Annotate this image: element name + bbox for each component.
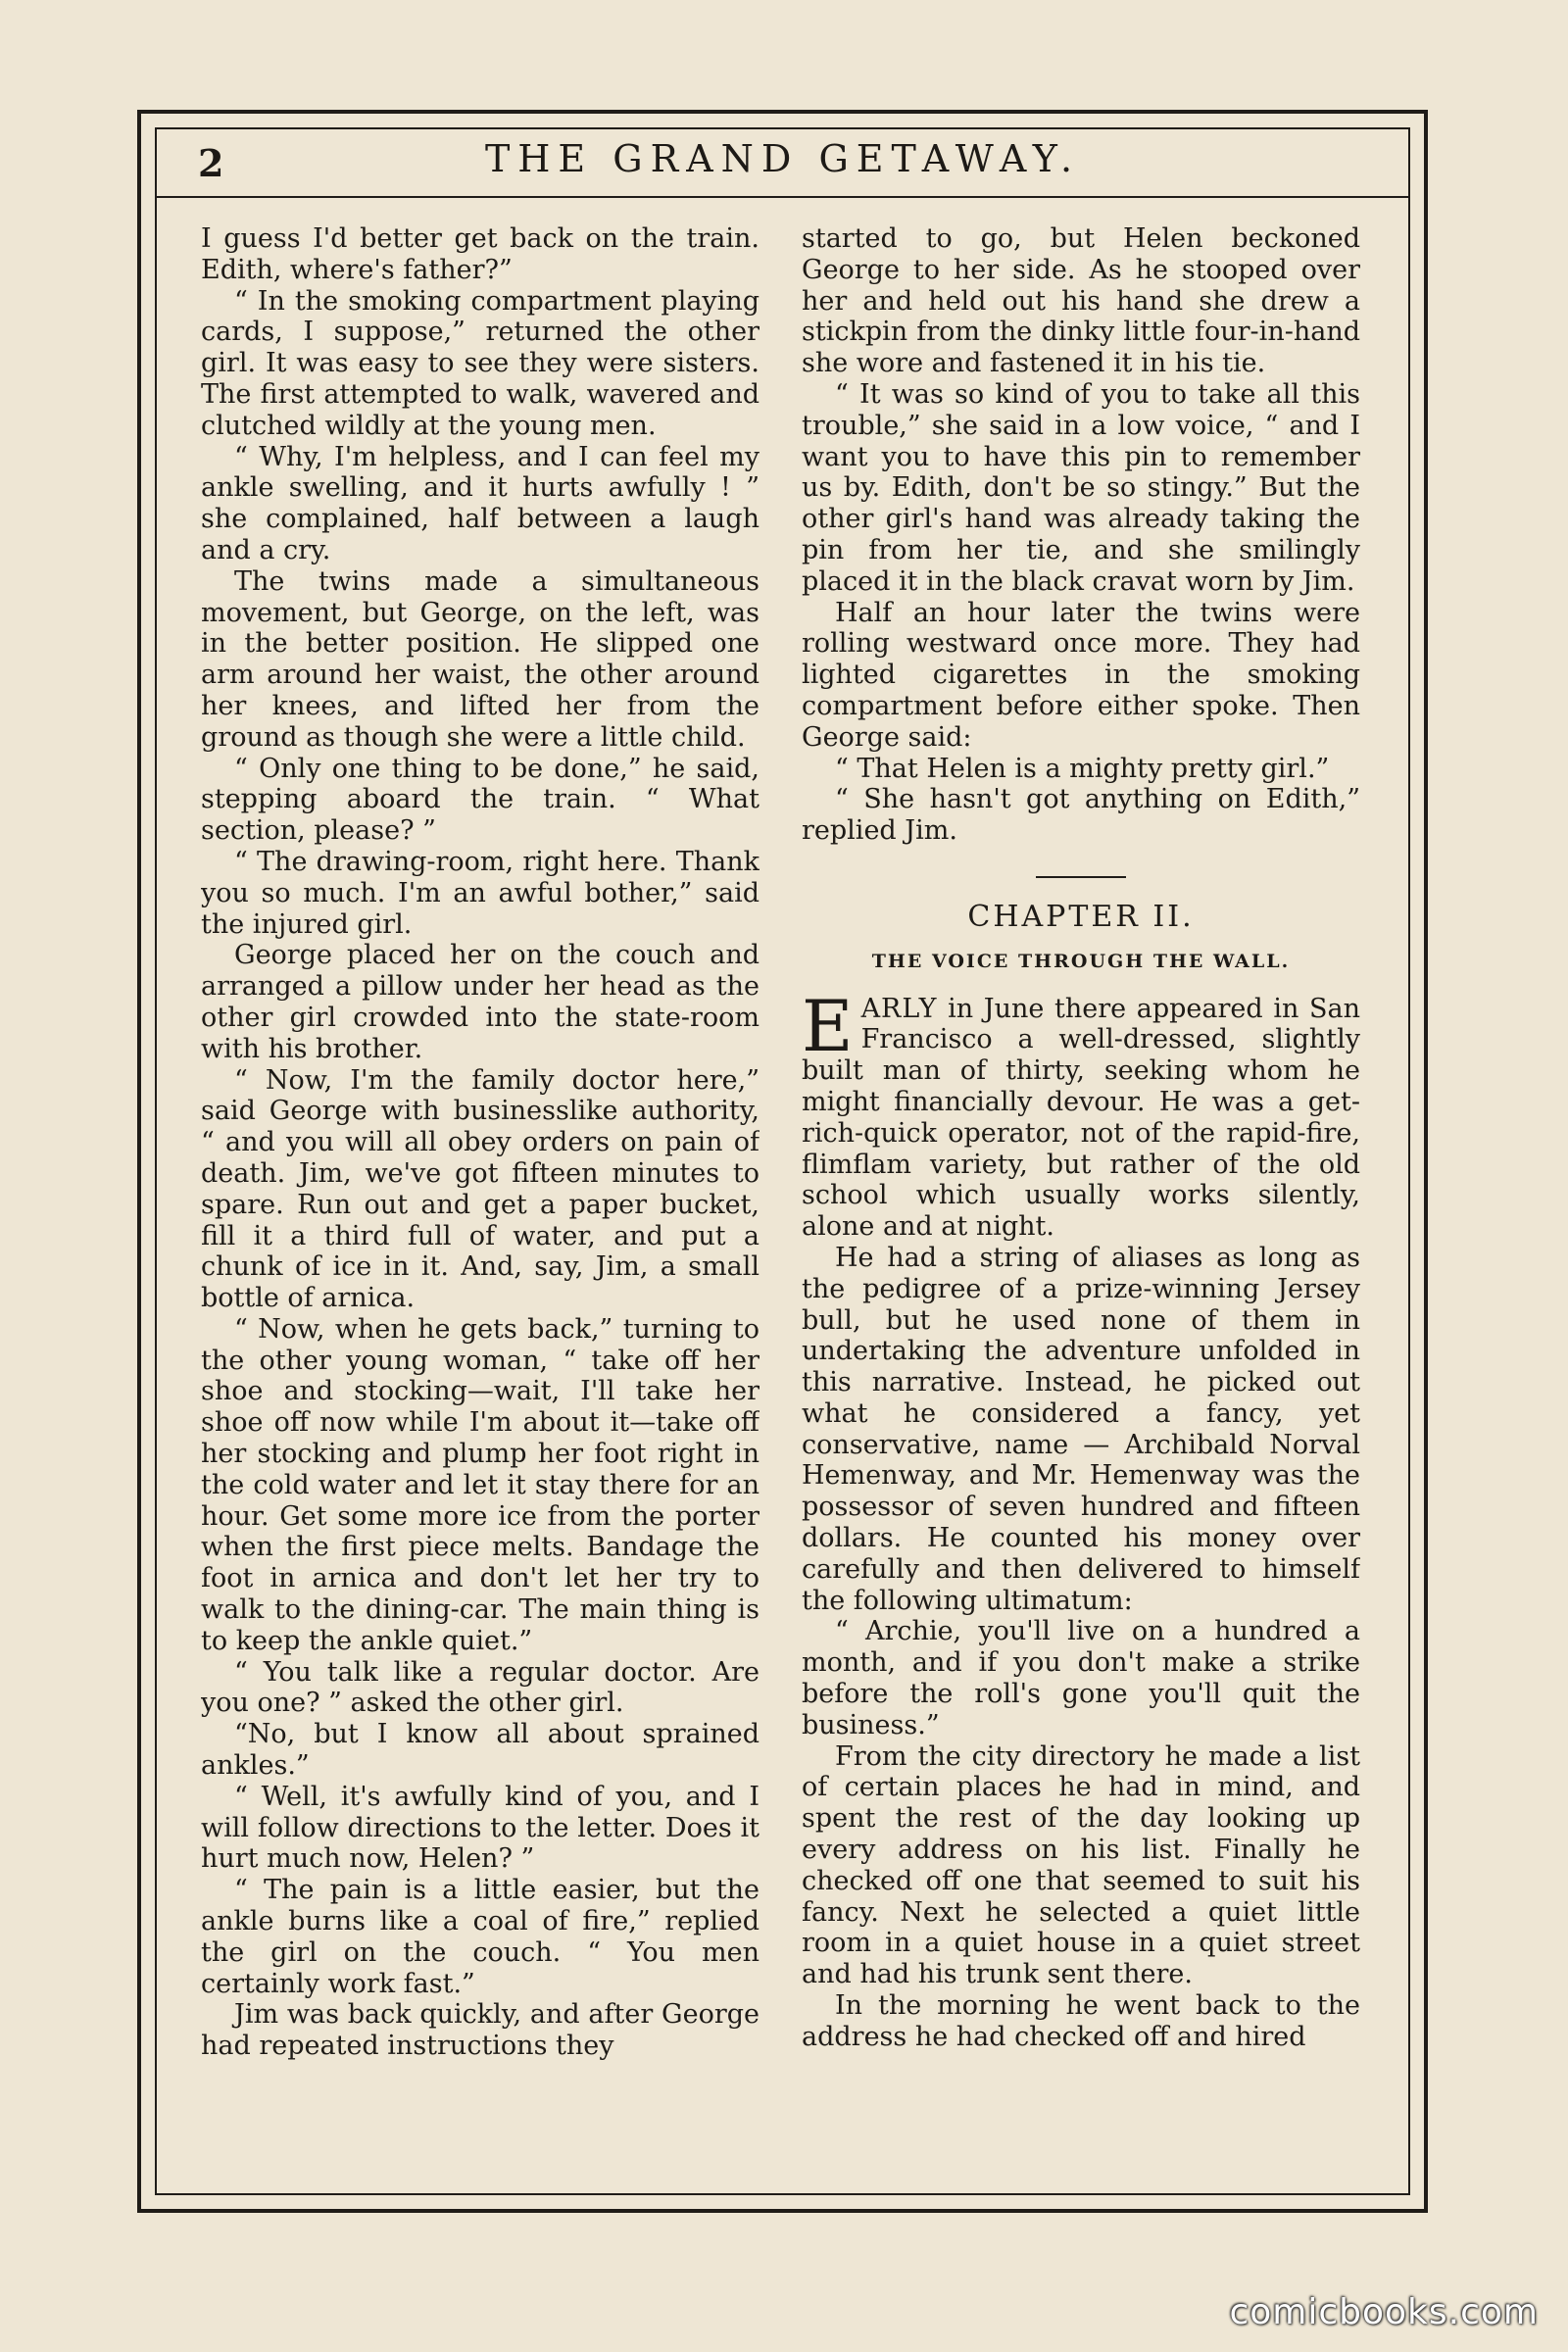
right-column (802, 223, 1360, 2174)
paragraph: George placed her on the couch and arranged a pillow under her head as the other girl crowded into the state-room with his brother. (201, 940, 760, 1064)
paragraph: “ The pain is a little easier, but the ankle burns like a coal of fire,” replied the girl on the couch. “ You men certainly work fast.” (201, 1875, 760, 1999)
paragraph: “ That Helen is a mighty pretty girl.” (835, 753, 1330, 784)
paragraph: “ Only one thing to be done,” he said, stepping aboard the train. “ What section, please? ” (201, 753, 760, 847)
page-number: 2 (198, 141, 224, 185)
page-header (157, 129, 1408, 198)
paragraph: “ In the smoking compartment playing cards, I suppose,” returned the other girl. It was easy to see they were sisters. The first attempted to walk, wavered and clutched wildly at the young men. (201, 285, 760, 441)
paragraph: The twins made a simultaneous movement, but George, on the left, was in the better position. He slipped one arm around her waist, the other around her knees, and lifted her from the ground as though she were a little child. (201, 565, 760, 753)
drop-cap: E (802, 984, 854, 1067)
paragraph: “ Archie, you'll live on a hundred a month, and if you don't make a strike before the roll's gone you'll quit the business.” (802, 1616, 1360, 1740)
chapter-subtitle: THE VOICE THROUGH THE WALL. (871, 950, 1291, 972)
paragraph: Half an hour later the twins were rolling westward once more. They had lighted cigarettes in the smoking compartment before either spoke. Then George said: (802, 597, 1360, 753)
paragraph: In the morning he went back to the address he had checked off and hired (802, 1990, 1360, 2052)
paragraph: “ Why, I'm helpless, and I can feel my ankle swelling, and it hurts awfully ! ” she complained, half between a laugh and a cry. (201, 441, 760, 565)
paragraph: From the city directory he made a list of certain places he had in mind, and spent the rest of the day looking up every address on his list. Finally he checked off one that seemed to suit his fancy. Next he selected a quiet little room in a quiet house in a quiet street and had his trunk sent there. (802, 1740, 1360, 1990)
left-column (201, 223, 760, 2174)
paragraph: “ She hasn't got anything on Edith,” replied Jim. (802, 784, 1360, 847)
opening-small-caps: ARLY (860, 993, 938, 1024)
paragraph: “No, but I know all about sprained ankles.” (201, 1719, 760, 1782)
paragraph: I guess I'd better get back on the train. Edith, where's father?” (201, 223, 760, 285)
paragraph: started to go, but Helen beckoned George to her side. As he stooped over her and held out his hand she drew a stickpin from the dinky little four-in-hand she wore and fastened it in his tie. (802, 223, 1360, 379)
site-watermark: comicbooks.com (1229, 2292, 1539, 2332)
paragraph: “ The drawing-room, right here. Thank you so much. I'm an awful bother,” said the injured girl. (201, 846, 760, 940)
paragraph: He had a string of aliases as long as the pedigree of a prize-winning Jersey bull, but he used none of them in undertaking the adventure unfolded in this narrative. Instead, he picked out what he considered a fancy, yet conservative, name — Archibald Norval Hemenway, and Mr. Hemenway was the possessor of seven hundred and fifteen dollars. He counted his money over carefully and then delivered to himself the following ultimatum: (802, 1242, 1360, 1616)
paragraph: “ Now, I'm the family doctor here,” said George with businesslike authority, “ and you will all obey orders on pain of death. Jim, we've got fifteen minutes to spare. Run out and get a paper bucket, fill it a third full of water, and put a chunk of ice in it. And, say, Jim, a small bottle of arnica. (201, 1064, 760, 1314)
opening-text: in June there appeared in San Francisco a well-dressed, slightly built man of thirty, seeking whom he might financially devour. He was a get-rich-quick operator, not of the rapid-fire, flimflam variety, but rather of the old school which usually works silently, alone and at night. (802, 993, 1360, 1243)
paragraph: “ It was so kind of you to take all this trouble,” she said in a low voice, “ and I want you to have this pin to remember us by. Edith, don't be so stingy.” But the other girl's hand was already taking the pin from her tie, and she smilingly placed it in the black cravat worn by Jim. (802, 378, 1360, 597)
chapter-opening-paragraph (802, 984, 1360, 1243)
paragraph: Jim was back quickly, and after George had repeated instructions they (201, 1999, 760, 2062)
chapter-title: CHAPTER II. (967, 899, 1195, 934)
paragraph: “ You talk like a regular doctor. Are you one? ” asked the other girl. (201, 1656, 760, 1719)
paragraph: “ Well, it's awfully kind of you, and I will follow directions to the letter. Does it hurt much now, Helen? ” (201, 1781, 760, 1875)
paragraph: “ Now, when he gets back,” turning to the other young woman, “ take off her shoe and stocking—wait, I'll take her shoe off now while I'm about it—take off her stocking and plump her foot right in the cold water and let it stay there for an hour. Get some more ice from the porter when the first piece melts. Bandage the foot in arnica and don't let her try to walk to the dining-car. The main thing is to keep the ankle quiet.” (201, 1313, 760, 1656)
running-title: THE GRAND GETAWAY. (484, 137, 1081, 180)
chapter-divider (1036, 876, 1126, 878)
